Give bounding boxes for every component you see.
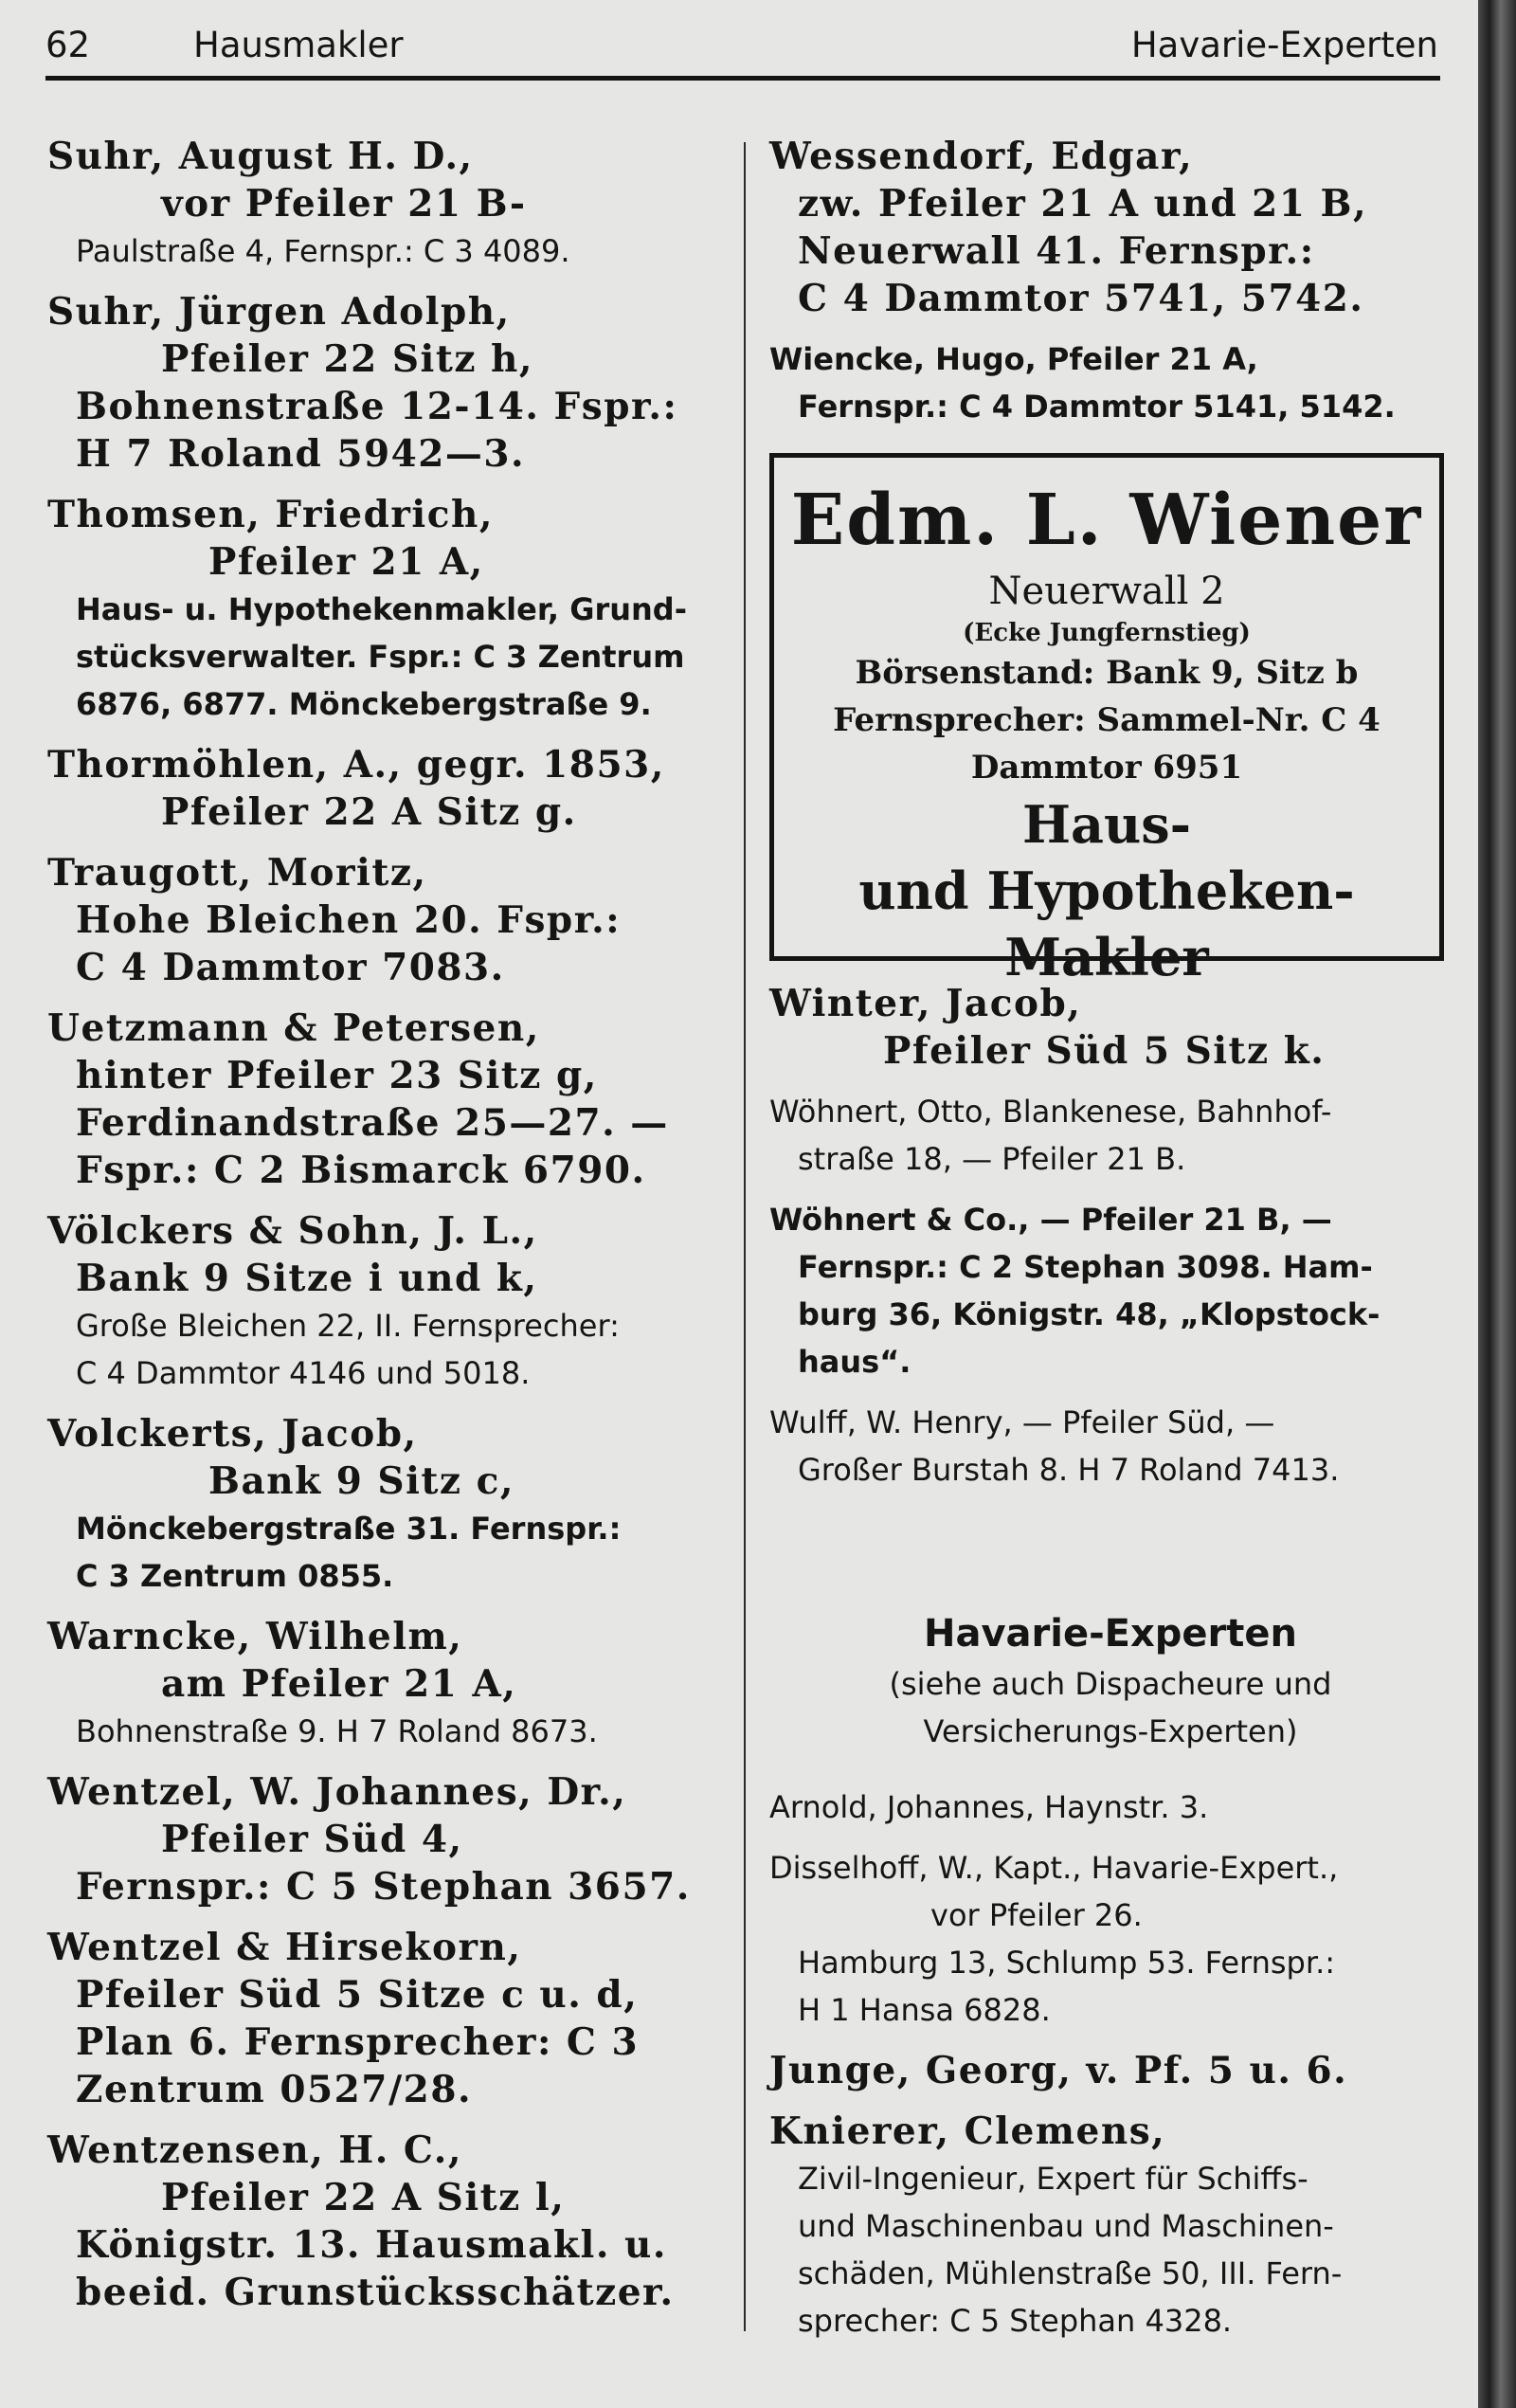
right-entries-top <box>769 133 1452 430</box>
entry-detail-line: H 1 Hansa 6828. <box>798 1992 1051 2028</box>
header-rule <box>45 76 1440 81</box>
entry-detail-line: schäden, Mühlenstraße 50, III. Fern- <box>798 2255 1343 2291</box>
directory-entry <box>47 1768 730 1910</box>
ad-street: Neuerwall 2 <box>988 570 1225 613</box>
entry-detail-line: Pfeiler 21 A, <box>208 540 484 584</box>
entry-detail-line: zw. Pfeiler 21 A und 21 B, <box>798 182 1368 226</box>
directory-entry <box>47 133 730 275</box>
directory-entry <box>769 1783 1452 1831</box>
directory-entry <box>47 491 730 728</box>
entry-name-line: Wulff, W. Henry, — Pfeiler Süd, — <box>769 1404 1275 1440</box>
entry-detail-line: burg 36, Königstr. 48, „Klopstock- <box>798 1296 1381 1332</box>
header-left-title: Hausmakler <box>193 25 404 65</box>
entry-detail-line: Große Bleichen 22, II. Fernsprecher: <box>76 1308 620 1344</box>
ad-phone2: Dammtor 6951 <box>970 749 1243 787</box>
entry-detail-line: straße 18, — Pfeiler 21 B. <box>798 1141 1186 1177</box>
entry-name-line: Uetzmann & Petersen, <box>47 1006 540 1050</box>
right-column <box>769 133 1452 2358</box>
ad-stand: Börsenstand: Bank 9, Sitz b <box>855 654 1359 692</box>
section-subtitle-line2: Versicherungs-Experten) <box>923 1713 1298 1749</box>
entry-detail-line: Bohnenstraße 9. H 7 Roland 8673. <box>76 1713 598 1749</box>
ad-trade-line2: und Hypotheken-Makler <box>858 860 1355 987</box>
page-number: 62 <box>45 25 91 65</box>
directory-entry <box>769 1196 1452 1385</box>
entry-detail-line: Neuerwall 41. Fernspr.: <box>798 229 1315 273</box>
entry-detail-line: 6876, 6877. Mönckebergstraße 9. <box>76 686 652 722</box>
entry-detail-line: Pfeiler Süd 5 Sitz k. <box>883 1029 1326 1073</box>
entry-detail-line: beeid. Grunstücksschätzer. <box>76 2271 675 2314</box>
directory-entry <box>769 2108 1452 2345</box>
entry-detail-line: Pfeiler 22 A Sitz g. <box>161 790 577 834</box>
ad-corner: (Ecke Jungfernstieg) <box>963 619 1251 647</box>
entry-detail-line: stücksverwalter. Fspr.: C 3 Zentrum <box>76 639 685 675</box>
entry-name-line: Traugott, Moritz, <box>47 851 427 895</box>
entry-detail-line: und Maschinenbau und Maschinen- <box>798 2208 1334 2244</box>
entry-name-line: Wentzensen, H. C., <box>47 2128 462 2172</box>
entry-detail-line: C 4 Dammtor 5741, 5742. <box>798 277 1364 320</box>
directory-entry <box>47 2127 730 2316</box>
entry-detail-line: Fernspr.: C 4 Dammtor 5141, 5142. <box>798 389 1396 425</box>
section-subtitle-line1: (siehe auch Dispacheure und <box>889 1666 1332 1702</box>
directory-entry <box>769 980 1452 1075</box>
entry-detail-line: H 7 Roland 5942—3. <box>76 432 526 476</box>
directory-entry <box>47 1207 730 1397</box>
entry-name-line: Thormöhlen, A., gegr. 1853, <box>47 743 665 787</box>
header-right-title: Havarie-Experten <box>1130 25 1438 65</box>
advertisement-box <box>769 453 1444 987</box>
entry-name-line: Wöhnert, Otto, Blankenese, Bahnhof- <box>769 1094 1332 1130</box>
entry-name-line: Suhr, Jürgen Adolph, <box>47 290 511 334</box>
entry-detail-line: Pfeiler 22 Sitz h, <box>161 337 533 381</box>
directory-entry <box>769 1844 1452 2034</box>
directory-entry <box>769 335 1452 430</box>
entry-name-line: Völckers & Sohn, J. L., <box>47 1209 538 1253</box>
entry-detail-line: Großer Burstah 8. H 7 Roland 7413. <box>798 1452 1340 1488</box>
directory-entry <box>47 1005 730 1194</box>
directory-entry <box>769 1088 1452 1183</box>
directory-entry <box>47 1410 730 1600</box>
entry-name-line: Wiencke, Hugo, Pfeiler 21 A, <box>769 341 1258 377</box>
ad-phone: Fernsprecher: Sammel-Nr. C 4 <box>833 701 1381 739</box>
entry-detail-line: vor Pfeiler 26. <box>930 1897 1143 1933</box>
entry-detail-line: haus“. <box>798 1344 911 1380</box>
entry-name-line: Arnold, Johannes, Haynstr. 3. <box>769 1789 1209 1825</box>
entry-name-line: Wentzel, W. Johannes, Dr., <box>47 1770 627 1814</box>
entry-detail-line: Hohe Bleichen 20. Fspr.: <box>76 898 622 942</box>
section-subtitle <box>769 1660 1452 1755</box>
entry-detail-line: hinter Pfeiler 23 Sitz g, <box>76 1054 598 1097</box>
ad-company-name: Edm. L. Wiener <box>790 480 1423 561</box>
entry-detail-line: am Pfeiler 21 A, <box>161 1662 517 1706</box>
directory-entry <box>47 1613 730 1755</box>
entry-detail-line: Ferdinandstraße 25—27. — <box>76 1101 669 1145</box>
directory-entry <box>769 1399 1452 1494</box>
entry-name-line: Disselhoff, W., Kapt., Havarie-Expert., <box>769 1850 1339 1886</box>
entry-detail-line: Pfeiler Süd 5 Sitze c u. d, <box>76 1973 639 2017</box>
entry-detail-line: Bank 9 Sitz c, <box>208 1459 514 1503</box>
entry-name-line: Knierer, Clemens, <box>769 2109 1166 2153</box>
entry-detail-line: Pfeiler Süd 4, <box>161 1818 463 1861</box>
entry-detail-line: vor Pfeiler 21 B- <box>161 182 527 226</box>
entry-name-line: Warncke, Wilhelm, <box>47 1615 463 1658</box>
right-entries-bottom <box>769 1783 1452 2345</box>
entry-detail-line: Bank 9 Sitze i und k, <box>76 1257 538 1300</box>
entry-detail-line: Bohnenstraße 12-14. Fspr.: <box>76 385 678 428</box>
directory-entry <box>47 288 730 478</box>
entry-name-line: Volckerts, Jacob, <box>47 1412 418 1456</box>
entry-detail-line: Plan 6. Fernsprecher: C 3 <box>76 2020 640 2064</box>
ad-trade-line1: Haus- <box>1021 794 1192 855</box>
directory-entry <box>47 1924 730 2113</box>
directory-entry <box>47 741 730 836</box>
entry-detail-line: Mönckebergstraße 31. Fernspr.: <box>76 1511 622 1547</box>
entry-detail-line: C 3 Zentrum 0855. <box>76 1558 394 1594</box>
entry-detail-line: Fspr.: C 2 Bismarck 6790. <box>76 1149 646 1192</box>
entry-name-line: Wöhnert & Co., — Pfeiler 21 B, — <box>769 1202 1332 1238</box>
entry-detail-line: Pfeiler 22 A Sitz l, <box>161 2176 566 2219</box>
entry-detail-line: Fernspr.: C 5 Stephan 3657. <box>76 1865 691 1909</box>
entry-detail-line: Fernspr.: C 2 Stephan 3098. Ham- <box>798 1249 1373 1285</box>
left-column <box>47 133 730 2329</box>
column-divider <box>744 142 746 2331</box>
entry-name-line: Wentzel & Hirsekorn, <box>47 1926 522 1969</box>
entry-detail-line: Zivil-Ingenieur, Expert für Schiffs- <box>798 2161 1308 2197</box>
entry-detail-line: Zentrum 0527/28. <box>76 2068 473 2111</box>
entry-detail-line: Hamburg 13, Schlump 53. Fernspr.: <box>798 1945 1336 1981</box>
entry-detail-line: Königstr. 13. Hausmakl. u. <box>76 2223 667 2267</box>
directory-entry <box>769 2047 1452 2094</box>
entry-name-line: Thomsen, Friedrich, <box>47 493 494 536</box>
entry-name-line: Wessendorf, Edgar, <box>769 135 1194 178</box>
page-header <box>45 21 1438 78</box>
entry-detail-line: C 4 Dammtor 4146 und 5018. <box>76 1355 531 1391</box>
entry-name-line: Suhr, August H. D., <box>47 135 474 178</box>
entry-detail-line: Haus- u. Hypothekenmakler, Grund- <box>76 591 687 627</box>
directory-entry <box>47 849 730 991</box>
entry-detail-line: Paulstraße 4, Fernspr.: C 3 4089. <box>76 233 570 269</box>
entry-name-line: Junge, Georg, v. Pf. 5 u. 6. <box>769 2049 1348 2092</box>
section-title: Havarie-Experten <box>923 1612 1298 1656</box>
entry-name-line: Winter, Jacob, <box>769 982 1082 1025</box>
book-edge <box>1478 0 1516 2408</box>
directory-entry <box>769 133 1452 322</box>
entry-detail-line: sprecher: C 5 Stephan 4328. <box>798 2303 1233 2339</box>
entry-detail-line: C 4 Dammtor 7083. <box>76 946 505 989</box>
right-entries-middle <box>769 980 1452 1494</box>
